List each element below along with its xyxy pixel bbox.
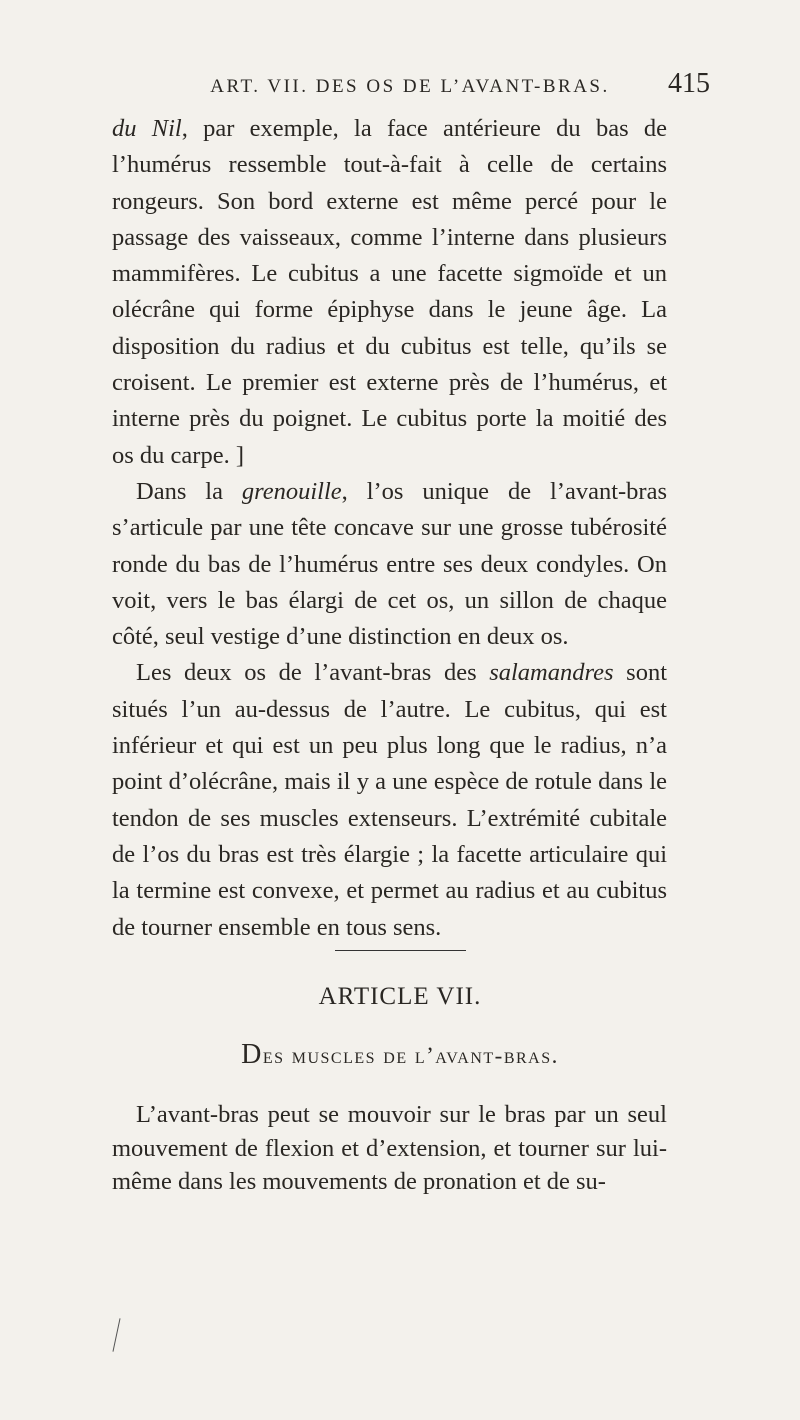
italic-term: salamandres [489, 659, 614, 687]
paragraph-text: , l’os unique de l’avant-bras s’articule par une tête concave sur une grosse tubérosité ronde du bas de l’humérus entre ses deux condyles. On voit, vers le bas élargi de cet os, un sillon de chaque côté, seul vestige d’une distinction en deux os. [112, 477, 667, 651]
running-head: ART. VII. DES OS DE L’AVANT-BRAS. [210, 76, 610, 97]
section-divider [335, 950, 466, 951]
paragraph-avant-bras: L’avant-bras peut se mouvoir sur le bras par un seul mouvement de flexion et d’extension, et tourner sur lui-même dans les mouvements de pronation et de su- [112, 1101, 667, 1195]
article-title: ARTICLE VII. [318, 983, 482, 1010]
paragraph-text: Dans la [136, 477, 242, 505]
page-number: 415 [668, 68, 710, 99]
stray-pencil-mark [112, 1318, 120, 1351]
paragraph-salamandres [112, 655, 667, 945]
section-title-rest: es muscles de l’avant-bras. [262, 1043, 559, 1068]
italic-term: du Nil [112, 115, 182, 142]
paragraph-text: Les deux os de l’avant-bras des [136, 659, 490, 687]
body-text [112, 111, 667, 946]
paragraph-text: , par exemple, la face antérieure du bas de l’humérus ressemble tout-à-fait à celle de certains rongeurs. Son bord externe est même percé pour le passage des vaisseaux, comme l’interne dans plusieurs mammifères. Le cubitus a une facette sigmoïde et un olécrâne qui forme épiphyse dans le jeune âge. La disposition du radius et du cubitus est telle, qu’ils se croisent. Le premier est externe près de l’humérus, et interne près du poignet. Le cubitus porte la moitié des os du carpe. ] [112, 115, 667, 469]
paragraph-continued [112, 111, 667, 474]
body-text-article [112, 1098, 667, 1199]
italic-term: grenouille [241, 477, 342, 505]
section-title-initial: D [241, 1039, 263, 1070]
paragraph-text: sont situés l’un au-dessus de l’autre. Le cubitus, qui est inférieur et qui est un peu plus long que le radius, n’a point d’olécrâne, mais il y a une espèce de rotule dans le tendon de ses muscles extenseurs. L’extrémité cubitale de l’os du bras est très élargie ; la facette articulaire qui la termine est convexe, et permet au radius et au cubitus de tourner ensemble en tous sens. [112, 659, 667, 941]
section-title [150, 1039, 650, 1071]
paragraph-grenouille [112, 474, 667, 655]
